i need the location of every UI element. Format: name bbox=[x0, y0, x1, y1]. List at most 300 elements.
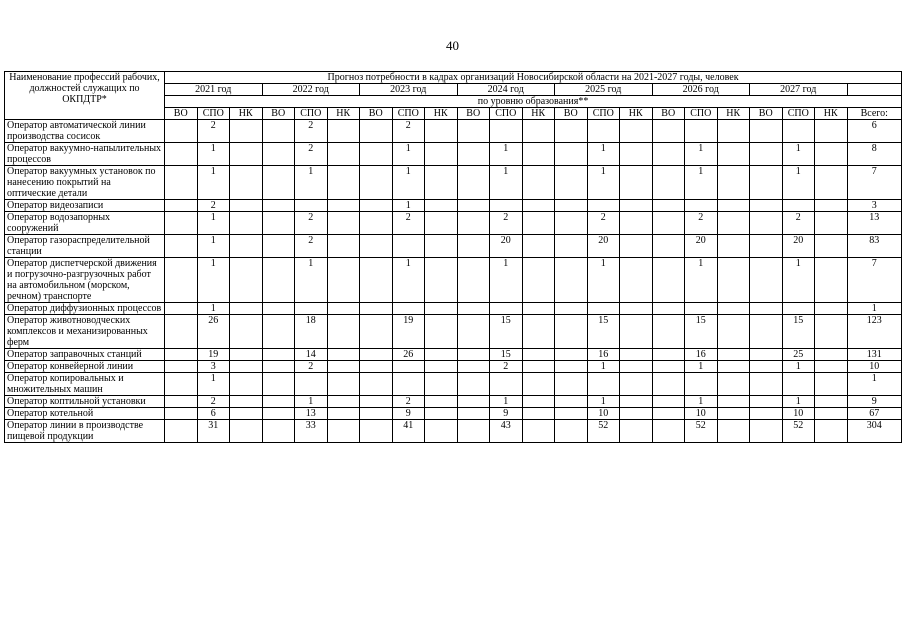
value-cell bbox=[815, 235, 848, 258]
value-cell bbox=[652, 212, 685, 235]
value-cell bbox=[620, 166, 653, 200]
edu-column-header: ВО bbox=[457, 108, 490, 120]
value-cell bbox=[327, 361, 360, 373]
value-cell: 1 bbox=[392, 143, 425, 166]
value-cell bbox=[230, 315, 263, 349]
value-cell bbox=[425, 303, 458, 315]
value-cell bbox=[815, 212, 848, 235]
value-cell bbox=[360, 315, 393, 349]
value-cell bbox=[425, 396, 458, 408]
value-cell bbox=[165, 361, 198, 373]
value-cell bbox=[392, 361, 425, 373]
year-header: 2021 год bbox=[165, 84, 263, 96]
value-cell bbox=[230, 258, 263, 303]
value-cell bbox=[555, 349, 588, 361]
value-cell bbox=[457, 212, 490, 235]
value-cell bbox=[230, 373, 263, 396]
value-cell: 20 bbox=[490, 235, 523, 258]
value-cell bbox=[555, 143, 588, 166]
value-cell: 1 bbox=[685, 258, 718, 303]
value-cell bbox=[717, 396, 750, 408]
value-cell bbox=[522, 120, 555, 143]
value-cell bbox=[230, 303, 263, 315]
value-cell bbox=[230, 166, 263, 200]
value-cell bbox=[522, 408, 555, 420]
total-cell: 7 bbox=[847, 258, 902, 303]
year-header-blank bbox=[847, 84, 902, 96]
value-cell bbox=[815, 349, 848, 361]
value-cell bbox=[652, 420, 685, 443]
value-cell bbox=[262, 420, 295, 443]
value-cell bbox=[230, 420, 263, 443]
year-header: 2022 год bbox=[262, 84, 360, 96]
value-cell bbox=[327, 408, 360, 420]
value-cell bbox=[457, 349, 490, 361]
value-cell bbox=[652, 349, 685, 361]
education-level-header: по уровню образования** bbox=[165, 96, 902, 108]
value-cell bbox=[620, 408, 653, 420]
value-cell bbox=[620, 235, 653, 258]
edu-column-header: НК bbox=[522, 108, 555, 120]
value-cell bbox=[652, 315, 685, 349]
value-cell: 2 bbox=[490, 212, 523, 235]
value-cell: 16 bbox=[685, 349, 718, 361]
value-cell bbox=[360, 349, 393, 361]
value-cell bbox=[750, 361, 783, 373]
value-cell: 2 bbox=[295, 143, 328, 166]
value-cell bbox=[620, 396, 653, 408]
value-cell: 2 bbox=[685, 212, 718, 235]
value-cell: 15 bbox=[685, 315, 718, 349]
total-cell: 9 bbox=[847, 396, 902, 408]
table-row bbox=[5, 143, 902, 166]
value-cell bbox=[457, 166, 490, 200]
value-cell bbox=[587, 373, 620, 396]
value-cell bbox=[717, 315, 750, 349]
value-cell: 2 bbox=[295, 120, 328, 143]
table-row bbox=[5, 235, 902, 258]
profession-name: Оператор заправочных станций bbox=[5, 349, 165, 361]
value-cell bbox=[327, 120, 360, 143]
value-cell bbox=[360, 373, 393, 396]
value-cell bbox=[262, 396, 295, 408]
edu-column-header: СПО bbox=[587, 108, 620, 120]
value-cell bbox=[555, 166, 588, 200]
table-row bbox=[5, 315, 902, 349]
year-header: 2025 год bbox=[555, 84, 653, 96]
value-cell bbox=[327, 235, 360, 258]
value-cell bbox=[620, 200, 653, 212]
value-cell: 1 bbox=[197, 212, 230, 235]
value-cell: 13 bbox=[295, 408, 328, 420]
value-cell bbox=[165, 235, 198, 258]
value-cell bbox=[717, 361, 750, 373]
value-cell bbox=[425, 143, 458, 166]
value-cell bbox=[587, 303, 620, 315]
value-cell bbox=[262, 212, 295, 235]
value-cell bbox=[717, 166, 750, 200]
value-cell bbox=[360, 258, 393, 303]
value-cell bbox=[750, 143, 783, 166]
value-cell: 16 bbox=[587, 349, 620, 361]
value-cell bbox=[425, 361, 458, 373]
value-cell: 10 bbox=[685, 408, 718, 420]
value-cell bbox=[555, 361, 588, 373]
value-cell bbox=[490, 303, 523, 315]
value-cell bbox=[262, 408, 295, 420]
value-cell: 41 bbox=[392, 420, 425, 443]
value-cell bbox=[262, 200, 295, 212]
value-cell: 1 bbox=[685, 166, 718, 200]
value-cell bbox=[165, 200, 198, 212]
value-cell bbox=[522, 235, 555, 258]
profession-name: Оператор вакуумных установок по нанесению покрытий на оптические детали bbox=[5, 166, 165, 200]
value-cell bbox=[815, 200, 848, 212]
value-cell bbox=[750, 373, 783, 396]
edu-column-header: ВО bbox=[652, 108, 685, 120]
value-cell bbox=[685, 373, 718, 396]
value-cell bbox=[165, 258, 198, 303]
value-cell bbox=[717, 143, 750, 166]
value-cell: 2 bbox=[295, 361, 328, 373]
value-cell bbox=[555, 200, 588, 212]
value-cell bbox=[522, 361, 555, 373]
table-row bbox=[5, 258, 902, 303]
value-cell bbox=[457, 258, 490, 303]
value-cell bbox=[165, 396, 198, 408]
value-cell bbox=[360, 408, 393, 420]
value-cell bbox=[490, 373, 523, 396]
value-cell bbox=[750, 396, 783, 408]
value-cell: 1 bbox=[197, 258, 230, 303]
table-row bbox=[5, 361, 902, 373]
value-cell: 2 bbox=[295, 235, 328, 258]
total-cell: 131 bbox=[847, 349, 902, 361]
table-row bbox=[5, 200, 902, 212]
value-cell bbox=[815, 373, 848, 396]
value-cell bbox=[457, 120, 490, 143]
value-cell bbox=[262, 303, 295, 315]
value-cell bbox=[165, 143, 198, 166]
value-cell bbox=[327, 420, 360, 443]
profession-name: Оператор конвейерной линии bbox=[5, 361, 165, 373]
value-cell bbox=[490, 120, 523, 143]
edu-column-header: СПО bbox=[392, 108, 425, 120]
value-cell bbox=[522, 373, 555, 396]
value-cell bbox=[652, 235, 685, 258]
value-cell bbox=[230, 408, 263, 420]
profession-name: Оператор котельной bbox=[5, 408, 165, 420]
value-cell bbox=[750, 258, 783, 303]
value-cell bbox=[522, 420, 555, 443]
value-cell bbox=[717, 303, 750, 315]
value-cell: 1 bbox=[587, 258, 620, 303]
value-cell bbox=[620, 361, 653, 373]
value-cell: 1 bbox=[490, 143, 523, 166]
value-cell bbox=[457, 200, 490, 212]
value-cell bbox=[327, 349, 360, 361]
value-cell: 1 bbox=[685, 361, 718, 373]
value-cell bbox=[522, 303, 555, 315]
value-cell bbox=[457, 361, 490, 373]
table-row bbox=[5, 166, 902, 200]
total-cell: 10 bbox=[847, 361, 902, 373]
value-cell bbox=[815, 120, 848, 143]
value-cell bbox=[685, 200, 718, 212]
value-cell bbox=[295, 200, 328, 212]
edu-column-header: НК bbox=[230, 108, 263, 120]
total-cell: 67 bbox=[847, 408, 902, 420]
value-cell bbox=[425, 200, 458, 212]
value-cell: 1 bbox=[392, 200, 425, 212]
value-cell: 2 bbox=[782, 212, 815, 235]
value-cell bbox=[457, 315, 490, 349]
value-cell bbox=[620, 258, 653, 303]
value-cell bbox=[360, 235, 393, 258]
value-cell: 19 bbox=[197, 349, 230, 361]
value-cell: 31 bbox=[197, 420, 230, 443]
value-cell bbox=[230, 361, 263, 373]
forecast-title: Прогноз потребности в кадрах организаций Новосибирской области на 2021-2027 годы, человек bbox=[165, 72, 902, 84]
value-cell: 25 bbox=[782, 349, 815, 361]
value-cell: 1 bbox=[295, 166, 328, 200]
value-cell bbox=[425, 408, 458, 420]
total-cell: 1 bbox=[847, 373, 902, 396]
table-row bbox=[5, 420, 902, 443]
value-cell bbox=[230, 349, 263, 361]
edu-column-header: НК bbox=[717, 108, 750, 120]
value-cell bbox=[652, 303, 685, 315]
value-cell bbox=[165, 212, 198, 235]
value-cell bbox=[652, 200, 685, 212]
table-row bbox=[5, 396, 902, 408]
profession-name: Оператор линии в производстве пищевой продукции bbox=[5, 420, 165, 443]
value-cell bbox=[652, 143, 685, 166]
value-cell bbox=[815, 315, 848, 349]
value-cell bbox=[555, 212, 588, 235]
value-cell: 1 bbox=[197, 166, 230, 200]
value-cell bbox=[522, 396, 555, 408]
value-cell bbox=[815, 143, 848, 166]
value-cell: 1 bbox=[782, 143, 815, 166]
value-cell bbox=[457, 420, 490, 443]
value-cell bbox=[360, 303, 393, 315]
value-cell bbox=[750, 120, 783, 143]
value-cell bbox=[230, 200, 263, 212]
value-cell bbox=[327, 396, 360, 408]
value-cell bbox=[165, 349, 198, 361]
edu-column-header: ВО bbox=[750, 108, 783, 120]
value-cell bbox=[555, 258, 588, 303]
value-cell bbox=[425, 235, 458, 258]
value-cell bbox=[620, 349, 653, 361]
value-cell bbox=[262, 235, 295, 258]
value-cell bbox=[360, 120, 393, 143]
value-cell: 1 bbox=[587, 396, 620, 408]
header-row-title bbox=[5, 72, 902, 84]
edu-column-header: НК bbox=[425, 108, 458, 120]
profession-name: Оператор автоматической линии производства сосисок bbox=[5, 120, 165, 143]
value-cell: 1 bbox=[782, 396, 815, 408]
edu-column-header: СПО bbox=[197, 108, 230, 120]
value-cell bbox=[587, 120, 620, 143]
profession-name: Оператор диффузионных процессов bbox=[5, 303, 165, 315]
value-cell bbox=[782, 303, 815, 315]
value-cell bbox=[685, 303, 718, 315]
edu-column-header: СПО bbox=[685, 108, 718, 120]
value-cell: 2 bbox=[392, 212, 425, 235]
value-cell: 9 bbox=[392, 408, 425, 420]
year-header: 2024 год bbox=[457, 84, 555, 96]
forecast-table bbox=[4, 71, 902, 443]
edu-column-header: ВО bbox=[360, 108, 393, 120]
value-cell bbox=[230, 212, 263, 235]
value-cell: 1 bbox=[782, 258, 815, 303]
value-cell bbox=[652, 258, 685, 303]
value-cell: 1 bbox=[587, 143, 620, 166]
value-cell bbox=[717, 212, 750, 235]
value-cell bbox=[717, 235, 750, 258]
value-cell bbox=[360, 200, 393, 212]
value-cell bbox=[392, 235, 425, 258]
profession-name: Оператор газораспределительной станции bbox=[5, 235, 165, 258]
value-cell: 52 bbox=[782, 420, 815, 443]
profession-name: Оператор копировальных и множительных машин bbox=[5, 373, 165, 396]
page-number: 40 bbox=[446, 38, 459, 53]
profession-name: Оператор диспетчерской движения и погрузочно-разгрузочных работ на автомобильном (морском, речном) транспорте bbox=[5, 258, 165, 303]
value-cell: 43 bbox=[490, 420, 523, 443]
total-cell: 1 bbox=[847, 303, 902, 315]
value-cell bbox=[165, 120, 198, 143]
value-cell bbox=[457, 143, 490, 166]
value-cell bbox=[425, 315, 458, 349]
value-cell bbox=[392, 373, 425, 396]
value-cell: 15 bbox=[490, 315, 523, 349]
value-cell bbox=[555, 373, 588, 396]
value-cell: 18 bbox=[295, 315, 328, 349]
value-cell: 15 bbox=[490, 349, 523, 361]
value-cell bbox=[457, 373, 490, 396]
value-cell bbox=[782, 200, 815, 212]
value-cell: 1 bbox=[490, 258, 523, 303]
value-cell bbox=[327, 258, 360, 303]
value-cell bbox=[652, 361, 685, 373]
value-cell bbox=[165, 166, 198, 200]
value-cell bbox=[230, 235, 263, 258]
value-cell bbox=[522, 315, 555, 349]
value-cell: 2 bbox=[392, 396, 425, 408]
value-cell: 20 bbox=[587, 235, 620, 258]
value-cell bbox=[717, 200, 750, 212]
value-cell: 20 bbox=[782, 235, 815, 258]
edu-column-header: СПО bbox=[782, 108, 815, 120]
value-cell bbox=[327, 143, 360, 166]
value-cell bbox=[717, 373, 750, 396]
value-cell: 33 bbox=[295, 420, 328, 443]
value-cell bbox=[750, 315, 783, 349]
value-cell bbox=[750, 420, 783, 443]
value-cell bbox=[360, 166, 393, 200]
value-cell bbox=[327, 373, 360, 396]
value-cell: 1 bbox=[197, 303, 230, 315]
value-cell bbox=[425, 420, 458, 443]
edu-column-header: НК bbox=[620, 108, 653, 120]
value-cell bbox=[522, 200, 555, 212]
value-cell bbox=[522, 166, 555, 200]
value-cell bbox=[685, 120, 718, 143]
value-cell bbox=[815, 396, 848, 408]
value-cell bbox=[750, 235, 783, 258]
value-cell bbox=[165, 373, 198, 396]
value-cell bbox=[165, 315, 198, 349]
value-cell bbox=[620, 315, 653, 349]
value-cell: 20 bbox=[685, 235, 718, 258]
value-cell: 2 bbox=[197, 396, 230, 408]
value-cell: 1 bbox=[392, 258, 425, 303]
value-cell: 1 bbox=[490, 396, 523, 408]
value-cell bbox=[360, 212, 393, 235]
value-cell: 26 bbox=[197, 315, 230, 349]
total-cell: 3 bbox=[847, 200, 902, 212]
value-cell: 1 bbox=[587, 166, 620, 200]
value-cell: 19 bbox=[392, 315, 425, 349]
value-cell bbox=[165, 408, 198, 420]
table-row bbox=[5, 349, 902, 361]
value-cell bbox=[782, 373, 815, 396]
value-cell: 2 bbox=[295, 212, 328, 235]
value-cell bbox=[620, 420, 653, 443]
total-header: Всего: bbox=[847, 108, 902, 120]
table-row bbox=[5, 373, 902, 396]
value-cell: 1 bbox=[587, 361, 620, 373]
value-cell bbox=[262, 373, 295, 396]
value-cell bbox=[262, 315, 295, 349]
edu-column-header: ВО bbox=[262, 108, 295, 120]
value-cell bbox=[815, 420, 848, 443]
total-cell: 8 bbox=[847, 143, 902, 166]
value-cell bbox=[262, 258, 295, 303]
edu-column-header: НК bbox=[327, 108, 360, 120]
value-cell bbox=[555, 120, 588, 143]
value-cell bbox=[425, 373, 458, 396]
value-cell bbox=[295, 303, 328, 315]
value-cell bbox=[230, 396, 263, 408]
value-cell bbox=[262, 143, 295, 166]
value-cell: 6 bbox=[197, 408, 230, 420]
value-cell bbox=[587, 200, 620, 212]
value-cell bbox=[425, 349, 458, 361]
value-cell bbox=[425, 120, 458, 143]
value-cell bbox=[457, 235, 490, 258]
value-cell bbox=[262, 349, 295, 361]
value-cell: 26 bbox=[392, 349, 425, 361]
total-cell: 6 bbox=[847, 120, 902, 143]
value-cell bbox=[750, 166, 783, 200]
value-cell bbox=[717, 120, 750, 143]
value-cell bbox=[490, 200, 523, 212]
value-cell bbox=[652, 373, 685, 396]
profession-name: Оператор видеозаписи bbox=[5, 200, 165, 212]
value-cell bbox=[522, 258, 555, 303]
value-cell bbox=[457, 303, 490, 315]
value-cell: 15 bbox=[782, 315, 815, 349]
value-cell bbox=[165, 420, 198, 443]
value-cell bbox=[392, 303, 425, 315]
value-cell: 1 bbox=[295, 396, 328, 408]
value-cell bbox=[782, 120, 815, 143]
value-cell bbox=[652, 120, 685, 143]
value-cell: 14 bbox=[295, 349, 328, 361]
